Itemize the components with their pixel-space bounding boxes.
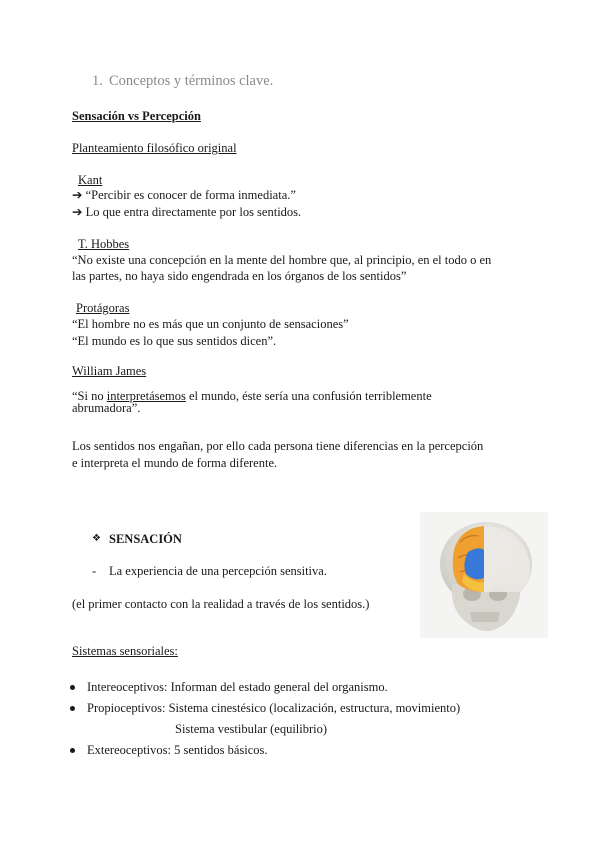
james-name: William James: [72, 364, 147, 378]
kant-line-2: ➔ Lo que entra directamente por los sentidos.: [72, 205, 302, 219]
heading-number: 1.: [92, 73, 103, 89]
bullet-dot-icon: [70, 748, 75, 753]
list-item-continuation: Sistema vestibular (equilibrio): [175, 722, 328, 736]
sensacion-title: SENSACIÓN: [109, 532, 182, 546]
kant-name: Kant: [78, 173, 103, 187]
subsection-title: Planteamiento filosófico original: [72, 141, 237, 155]
section-title: Sensación vs Percepción: [72, 109, 201, 123]
brain-skull-image: [420, 512, 548, 638]
protagoras-line-2: “El mundo es lo que sus sentidos dicen”.: [72, 334, 277, 348]
skull-illustration: [420, 512, 548, 638]
list-item: Propioceptivos: Sistema cinestésico (localización, estructura, movimiento): [87, 701, 461, 715]
sistemas-title: Sistemas sensoriales:: [72, 644, 178, 658]
heading-title: Conceptos y términos clave.: [109, 73, 274, 89]
bullet-dot-icon: [70, 706, 75, 711]
list-item: Extereoceptivos: 5 sentidos básicos.: [87, 743, 268, 757]
protagoras-line-1: “El hombre no es más que un conjunto de sensaciones”: [72, 317, 349, 331]
sensacion-marker-icon: ❖: [92, 533, 101, 544]
james-line-1-pre: “Si no: [72, 389, 107, 403]
hobbes-line-1: “No existe una concepción en la mente del hombre que, al principio, en el todo o en: [72, 253, 492, 267]
james-line-1-post: el mundo, éste sería una confusión terriblemente: [185, 389, 432, 403]
list-item: Intereoceptivos: Informan del estado general del organismo.: [87, 680, 388, 694]
hobbes-line-2: las partes, no haya sido engendrada en los órganos de los sentidos”: [72, 269, 407, 283]
james-line-2: abrumadora”.: [72, 401, 141, 415]
sensacion-dash: -: [92, 564, 97, 578]
sensacion-note: (el primer contacto con la realidad a través de los sentidos.): [72, 597, 370, 611]
bullet-dot-icon: [70, 685, 75, 690]
hobbes-name: T. Hobbes: [78, 237, 130, 251]
conclusion-line-1: Los sentidos nos engañan, por ello cada persona tiene diferencias en la percepción: [72, 439, 484, 453]
protagoras-name: Protágoras: [76, 301, 130, 315]
conclusion-line-2: e interpreta el mundo de forma diferente.: [72, 456, 278, 470]
sensacion-definition: La experiencia de una percepción sensitiva.: [109, 564, 327, 578]
james-line-1-underlined: interpretásemos: [106, 389, 186, 403]
kant-line-1: ➔ “Percibir es conocer de forma inmediata.”: [72, 188, 296, 202]
